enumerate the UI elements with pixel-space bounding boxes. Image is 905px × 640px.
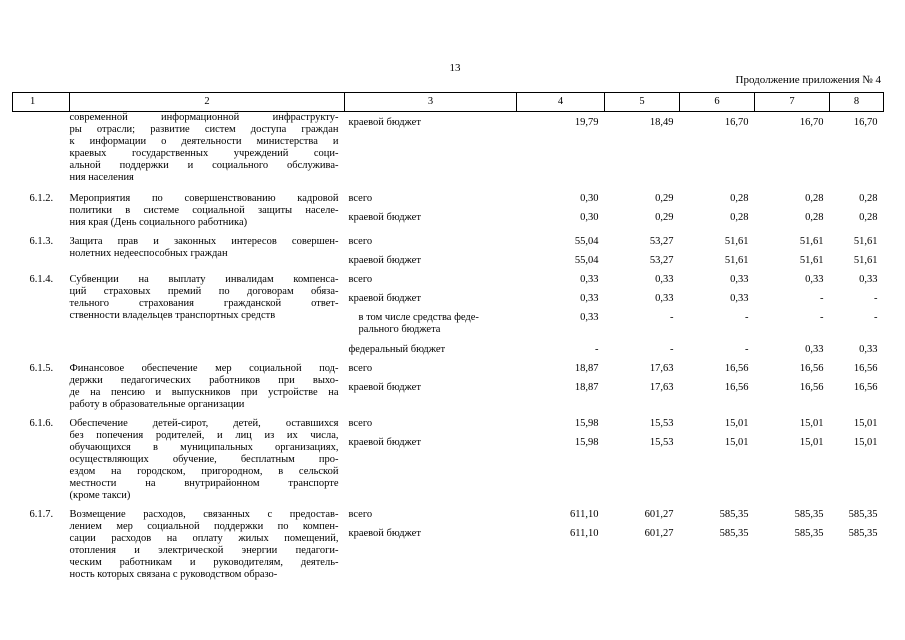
description-line: ры отрасли; развитие систем доступа граждан bbox=[69, 124, 339, 135]
value: 0,33 bbox=[805, 274, 824, 285]
value: 585,35 bbox=[719, 528, 749, 539]
value: 15,01 bbox=[724, 437, 749, 448]
value: - bbox=[670, 344, 674, 355]
description-line: тельного страхования гражданской ответ- bbox=[69, 298, 339, 309]
value: 0,28 bbox=[859, 193, 878, 204]
description-line: Финансовое обеспечение мер социальной под- bbox=[69, 363, 339, 374]
value: 19,79 bbox=[574, 117, 599, 128]
description-line: Субвенции на выплату инвалидам компенса- bbox=[69, 274, 339, 285]
row-description bbox=[70, 112, 345, 185]
table-row bbox=[13, 411, 884, 502]
table-row bbox=[13, 184, 884, 229]
value-cell-col4 bbox=[517, 112, 605, 185]
header-cell: 8 bbox=[830, 93, 884, 112]
description-line: к информации о деятельности министерства и bbox=[69, 136, 339, 147]
description-line: сации расходов на оплату жилых помещений, bbox=[69, 533, 339, 544]
funding-source-cell bbox=[345, 267, 517, 356]
header-cell: 6 bbox=[680, 93, 755, 112]
value: 16,56 bbox=[724, 363, 749, 374]
value: - bbox=[745, 344, 749, 355]
value-cell-col6 bbox=[680, 411, 755, 502]
value-cell-col7 bbox=[755, 184, 830, 229]
value-cell-col4 bbox=[517, 356, 605, 411]
description-line: осуществляющих обучение, бесплатным про- bbox=[69, 454, 339, 465]
description-line: альной поддержки и социального обслужива- bbox=[69, 160, 339, 171]
value-cell-col4 bbox=[517, 184, 605, 229]
value: 585,35 bbox=[719, 509, 749, 520]
value: 0,30 bbox=[580, 193, 599, 204]
funding-source-label: всего bbox=[348, 363, 373, 374]
value: 16,56 bbox=[799, 382, 824, 393]
description-line: политики в системе социальной защиты населе- bbox=[69, 205, 339, 216]
value: 0,28 bbox=[859, 212, 878, 223]
value-cell-col6 bbox=[680, 356, 755, 411]
funding-source-cell bbox=[345, 411, 517, 502]
value: 16,56 bbox=[799, 363, 824, 374]
funding-source-label: федеральный бюджет bbox=[348, 344, 446, 355]
value: - bbox=[745, 312, 749, 323]
value: 17,63 bbox=[649, 382, 674, 393]
funding-source-cell bbox=[345, 112, 517, 185]
description-line: нолетних недееспособных граждан bbox=[69, 248, 228, 259]
header-cell: 7 bbox=[755, 93, 830, 112]
value-cell-col8 bbox=[830, 229, 884, 267]
funding-source-cell bbox=[345, 184, 517, 229]
funding-source-label: краевой бюджет bbox=[348, 212, 421, 223]
value: 601,27 bbox=[644, 509, 674, 520]
description-line: ния края (День социального работника) bbox=[69, 217, 248, 228]
value: 0,29 bbox=[655, 193, 674, 204]
funding-source-label: всего bbox=[348, 274, 373, 285]
value: 15,01 bbox=[799, 418, 824, 429]
funding-source-cell bbox=[345, 502, 517, 581]
value: 51,61 bbox=[853, 236, 878, 247]
value: 0,33 bbox=[730, 293, 749, 304]
table-row bbox=[13, 112, 884, 185]
funding-source-label: всего bbox=[348, 236, 373, 247]
description-line: работу в образовательные организации bbox=[69, 399, 245, 410]
description-line: ческим работникам и руководителям, деятель- bbox=[69, 557, 339, 568]
value: 585,35 bbox=[794, 528, 824, 539]
value: 15,01 bbox=[724, 418, 749, 429]
funding-source-cell bbox=[345, 356, 517, 411]
value: 16,70 bbox=[724, 117, 749, 128]
column-number-header bbox=[13, 93, 884, 112]
row-number bbox=[13, 112, 70, 185]
value-cell-col8 bbox=[830, 356, 884, 411]
value-cell-col6 bbox=[680, 112, 755, 185]
value: 51,61 bbox=[799, 255, 824, 266]
value: 15,98 bbox=[574, 418, 599, 429]
funding-source-label: краевой бюджет bbox=[348, 437, 421, 448]
value: 16,70 bbox=[799, 117, 824, 128]
value: - bbox=[874, 312, 878, 323]
value: 15,01 bbox=[799, 437, 824, 448]
header-cell: 5 bbox=[605, 93, 680, 112]
value: - bbox=[820, 293, 824, 304]
value: 15,53 bbox=[649, 418, 674, 429]
description-line: Возмещение расходов, связанных с предостав- bbox=[69, 509, 339, 520]
value: 18,49 bbox=[649, 117, 674, 128]
continuation-note: Продолжение приложения № 4 bbox=[735, 74, 881, 86]
value: 51,61 bbox=[799, 236, 824, 247]
appendix-table bbox=[12, 92, 884, 581]
value: 18,87 bbox=[574, 363, 599, 374]
value: 15,98 bbox=[574, 437, 599, 448]
value-cell-col4 bbox=[517, 229, 605, 267]
value-cell-col4 bbox=[517, 502, 605, 581]
value: 0,33 bbox=[580, 312, 599, 323]
page-number: 13 bbox=[449, 62, 461, 74]
value: 16,56 bbox=[853, 363, 878, 374]
value: 53,27 bbox=[649, 255, 674, 266]
table-row bbox=[13, 502, 884, 581]
value: 0,33 bbox=[655, 274, 674, 285]
value: - bbox=[670, 312, 674, 323]
description-line: краевых государственных учреждений соци- bbox=[69, 148, 339, 159]
value-cell-col7 bbox=[755, 356, 830, 411]
value: 51,61 bbox=[853, 255, 878, 266]
value-cell-col6 bbox=[680, 184, 755, 229]
value: 0,29 bbox=[655, 212, 674, 223]
value: 18,87 bbox=[574, 382, 599, 393]
row-number: 6.1.6. bbox=[29, 418, 54, 429]
value-cell-col8 bbox=[830, 184, 884, 229]
description-line: обучающихся в муниципальных организациях, bbox=[69, 442, 339, 453]
value-cell-col5 bbox=[605, 267, 680, 356]
value: 585,35 bbox=[794, 509, 824, 520]
value-cell-col5 bbox=[605, 356, 680, 411]
value-cell-col5 bbox=[605, 502, 680, 581]
value-cell-col5 bbox=[605, 112, 680, 185]
value: 611,10 bbox=[570, 528, 599, 539]
table-row bbox=[13, 356, 884, 411]
value-cell-col7 bbox=[755, 267, 830, 356]
description-line: ций страховых премий по договорам обяза- bbox=[69, 286, 339, 297]
value: 585,35 bbox=[848, 509, 878, 520]
description-line: Защита прав и законных интересов совершен- bbox=[69, 236, 339, 247]
header-cell: 1 bbox=[13, 93, 70, 112]
description-line: (кроме такси) bbox=[69, 490, 131, 501]
value: 0,28 bbox=[805, 212, 824, 223]
description-line: держки педагогических работников при выхо- bbox=[69, 375, 339, 386]
value-cell-col7 bbox=[755, 411, 830, 502]
description-line: современной информационной инфраструкту- bbox=[69, 112, 339, 123]
value: 16,56 bbox=[724, 382, 749, 393]
value: 601,27 bbox=[644, 528, 674, 539]
funding-source-label: всего bbox=[348, 509, 373, 520]
value: 53,27 bbox=[649, 236, 674, 247]
row-number: 6.1.2. bbox=[29, 193, 54, 204]
description-line: ность которых связана с руководством образо- bbox=[69, 569, 278, 580]
row-description bbox=[70, 267, 345, 356]
value-cell-col6 bbox=[680, 267, 755, 356]
value-cell-col8 bbox=[830, 411, 884, 502]
value-cell-col8 bbox=[830, 502, 884, 581]
header-cell: 3 bbox=[345, 93, 517, 112]
description-line: местности на внутрирайонном транспорте bbox=[69, 478, 339, 489]
funding-source-label: в том числе средства феде- рального бюджета bbox=[358, 312, 479, 335]
funding-source-label: краевой бюджет bbox=[348, 293, 421, 304]
funding-source-label: краевой бюджет bbox=[348, 528, 421, 539]
value: 0,28 bbox=[730, 193, 749, 204]
funding-source-label: всего bbox=[348, 193, 373, 204]
description-line: Мероприятия по совершенствованию кадровой bbox=[69, 193, 339, 204]
value: 0,33 bbox=[859, 344, 878, 355]
value-cell-col7 bbox=[755, 502, 830, 581]
funding-source-label: краевой бюджет bbox=[348, 117, 421, 128]
value: 0,33 bbox=[580, 293, 599, 304]
value: 16,70 bbox=[853, 117, 878, 128]
value: - bbox=[820, 312, 824, 323]
value: 0,33 bbox=[655, 293, 674, 304]
row-number: 6.1.3. bbox=[29, 236, 54, 247]
value: 15,53 bbox=[649, 437, 674, 448]
value: - bbox=[595, 344, 599, 355]
description-line: без попечения родителей, и лиц из их числа, bbox=[69, 430, 339, 441]
value: 51,61 bbox=[724, 236, 749, 247]
row-number: 6.1.7. bbox=[29, 509, 54, 520]
row-description bbox=[70, 184, 345, 229]
description-line: отопления и электрической энергии педагоги- bbox=[69, 545, 339, 556]
value-cell-col7 bbox=[755, 112, 830, 185]
value-cell-col6 bbox=[680, 502, 755, 581]
value: 0,33 bbox=[805, 344, 824, 355]
row-description bbox=[70, 229, 345, 267]
value-cell-col4 bbox=[517, 411, 605, 502]
value: 15,01 bbox=[853, 437, 878, 448]
description-line: лением мер социальной поддержки по компен- bbox=[69, 521, 339, 532]
value-cell-col5 bbox=[605, 411, 680, 502]
value: 585,35 bbox=[848, 528, 878, 539]
value-cell-col5 bbox=[605, 229, 680, 267]
row-number: 6.1.5. bbox=[29, 363, 54, 374]
value: 51,61 bbox=[724, 255, 749, 266]
funding-source-cell bbox=[345, 229, 517, 267]
value-cell-col7 bbox=[755, 229, 830, 267]
description-line: ездом на городском, пригородном, в сельской bbox=[69, 466, 339, 477]
funding-source-label: краевой бюджет bbox=[348, 382, 421, 393]
value: 611,10 bbox=[570, 509, 599, 520]
funding-source-label: всего bbox=[348, 418, 373, 429]
row-description bbox=[70, 502, 345, 581]
value: 0,33 bbox=[859, 274, 878, 285]
value-cell-col4 bbox=[517, 267, 605, 356]
value: 0,28 bbox=[805, 193, 824, 204]
value: 16,56 bbox=[853, 382, 878, 393]
value-cell-col8 bbox=[830, 112, 884, 185]
value: 15,01 bbox=[853, 418, 878, 429]
description-line: де на пенсию и выпускников при устройстве на bbox=[69, 387, 339, 398]
description-line: ственности владельцев транспортных средств bbox=[69, 310, 276, 321]
value: 17,63 bbox=[649, 363, 674, 374]
value: 0,28 bbox=[730, 212, 749, 223]
value: 0,30 bbox=[580, 212, 599, 223]
value: - bbox=[874, 293, 878, 304]
description-line: Обеспечение детей-сирот, детей, оставшихся bbox=[69, 418, 339, 429]
header-cell: 4 bbox=[517, 93, 605, 112]
row-description bbox=[70, 356, 345, 411]
value-cell-col8 bbox=[830, 267, 884, 356]
value: 55,04 bbox=[574, 236, 599, 247]
header-cell: 2 bbox=[70, 93, 345, 112]
row-description bbox=[70, 411, 345, 502]
value-cell-col6 bbox=[680, 229, 755, 267]
row-number: 6.1.4. bbox=[29, 274, 54, 285]
value: 0,33 bbox=[730, 274, 749, 285]
value: 55,04 bbox=[574, 255, 599, 266]
description-line: ния населения bbox=[69, 172, 134, 183]
value-cell-col5 bbox=[605, 184, 680, 229]
table-row bbox=[13, 267, 884, 356]
table-row bbox=[13, 229, 884, 267]
value: 0,33 bbox=[580, 274, 599, 285]
funding-source-label: краевой бюджет bbox=[348, 255, 421, 266]
